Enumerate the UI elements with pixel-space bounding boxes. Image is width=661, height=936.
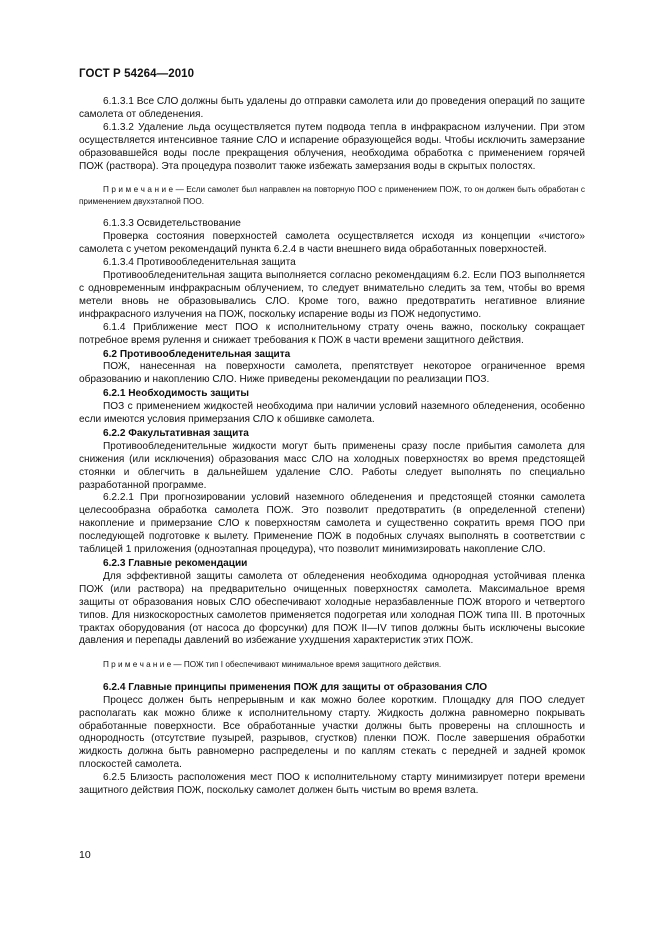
subheading-6-1-3-3: 6.1.3.3 Освидетельствование (103, 218, 241, 230)
page-number: 10 (79, 849, 91, 861)
paragraph-inspection: Проверка состояния поверхностей самолета осуществляется исходя из концепции «чистого» самолета с учетом рекомендаций пункта 6.2.4 в части внешнего вида обработанных поверхностей. (79, 231, 585, 256)
paragraph-6-2-3: Для эффективной защиты самолета от обледенения необходима однородная устойчивая пленка ПОЖ (или раствора) на предварительно очищенных поверхностях самолета. Максимальное время защиты от образования новых СЛО обеспечивают холодные неразбавленные ПОЖ второго и четвертого типов. Для низкоскоростных самолетов применяется подогретая или холодная ПОЖ типа III. В проточных трактах оборудования (от насоса до форсунки) для ПОЖ II—IV типов должны быть исключены высокие давления и перепады давлений во избежание ухудшения характеристик этих ПОЖ. (79, 570, 585, 647)
paragraph-6-2-intro: ПОЖ, нанесенная на поверхности самолета, препятствует некоторое ограниченное время образованию и накоплению СЛО. Ниже приведены рекомендации по реализации ПОЗ. (79, 361, 585, 386)
paragraph-6-2-5: 6.2.5 Близость расположения мест ПОО к исполнительному старту минимизирует потери времени защитного действия ПОЖ, поскольку самолет должен быть чистым во время взлета. (79, 772, 585, 797)
section-heading-6-2-3: 6.2.3 Главные рекомендации (103, 558, 248, 569)
section-heading-6-2-2: 6.2.2 Факультативная защита (103, 427, 249, 439)
section-heading-6-2: 6.2 Противообледенительная защита (103, 348, 291, 360)
section-heading-6-2-4: 6.2.4 Главные принципы применения ПОЖ для защиты от образования СЛО (103, 681, 488, 693)
paragraph-6-2-2: Противообледенительные жидкости могут быть применены сразу после прибытия самолета для снижения (или исключения) образования масс СЛО на холодных поверхностях во время предстоящей стоянки и облегчить в дальнейшем удаление СЛО. Работы следует выполнять по специально разработанной программе. (79, 440, 585, 491)
paragraph-6-1-3-1: 6.1.3.1 Все СЛО должны быть удалены до отправки самолета или до проведения операций по защите самолета от обледенения. (79, 96, 585, 120)
document-body (79, 96, 585, 798)
paragraph-6-2-4: Процесс должен быть непрерывным и как можно более коротким. Площадку для ПОО следует располагать как можно ближе к исполнительному старту. Жидкость должна равномерно покрывать обработанные поверхности. Все обработанные участки должны быть проверены на сплошность и однородность (отсутствие пузырей, разрывов, сгустков) пленки ПОЖ. После завершения обработки жидкость должна быть равномерно распределены и по каплям стекать с передней и задней кромок плоскостей самолета. (79, 694, 585, 771)
paragraph-6-2-1: ПОЗ с применением жидкостей необходима при наличии условий наземного обледенения, особенно если имеются условия примерзания СЛО к обшивке самолета. (79, 401, 585, 426)
paragraph-6-1-4: 6.1.4 Приближение мест ПОО к исполнительному страту очень важно, поскольку сокращает потребное время рулення и снижает требования к ПОЖ в части времени защитного действия. (79, 321, 585, 346)
paragraph-6-2-2-1: 6.2.2.1 При прогнозировании условий наземного обледенения и предстоящей стоянки самолета целесообразна обработка самолета ПОЖ. Это позволит предотвратить (в определенной степени) накопление и примерзание СЛО к поверхностям самолета и существенно сократить время ПОО при последующей подготовке к вылету. Применение ПОЖ в подобных случаях выполнять в соответствии с таблицей 1 приложения (одноэтапная процедура), что позволит минимизировать накопление СЛО. (79, 492, 585, 556)
document-code: ГОСТ Р 54264—2010 (79, 68, 195, 80)
paragraph-6-1-3-2: 6.1.3.2 Удаление льда осуществляется путем подвода тепла в инфракрасном излучении. При этом осуществляется интенсивное таяние СЛО и испарение образующейся воды. Чтобы исключить замерзание образовавшейся воды после прекращения облучения, необходима обработка с применением горячей ПОЖ (раствора). Эта процедура позволит также избежать замерзания воды в скрытых полостях. (79, 121, 585, 172)
note-1: П р и м е ч а н и е — Если самолет был направлен на повторную ПОО с применением ПОЖ, то он должен быть обработан с применением двухэтапной ПОО. (79, 185, 585, 206)
section-heading-6-2-1: 6.2.1 Необходимость защиты (103, 388, 250, 400)
paragraph-anti-icing: Противообледенительная защита выполняется согласно рекомендациям 6.2. Если ПОЗ выполняется с одновременным инфракрасным облучением, то следует внимательно следить за тем, чтобы во время метели вновь не образовывались СЛО. Кроме того, важно предотвратить негативное влияние инфракрасного излучения на ПОЖ, поскольку испарение воды из ПОЖ недопустимо. (79, 270, 585, 320)
subheading-6-1-3-4: 6.1.3.4 Противообледенительная защита (103, 257, 296, 269)
note-2: П р и м е ч а н и е — ПОЖ тип I обеспечивают минимальное время защитного действия. (103, 660, 442, 670)
